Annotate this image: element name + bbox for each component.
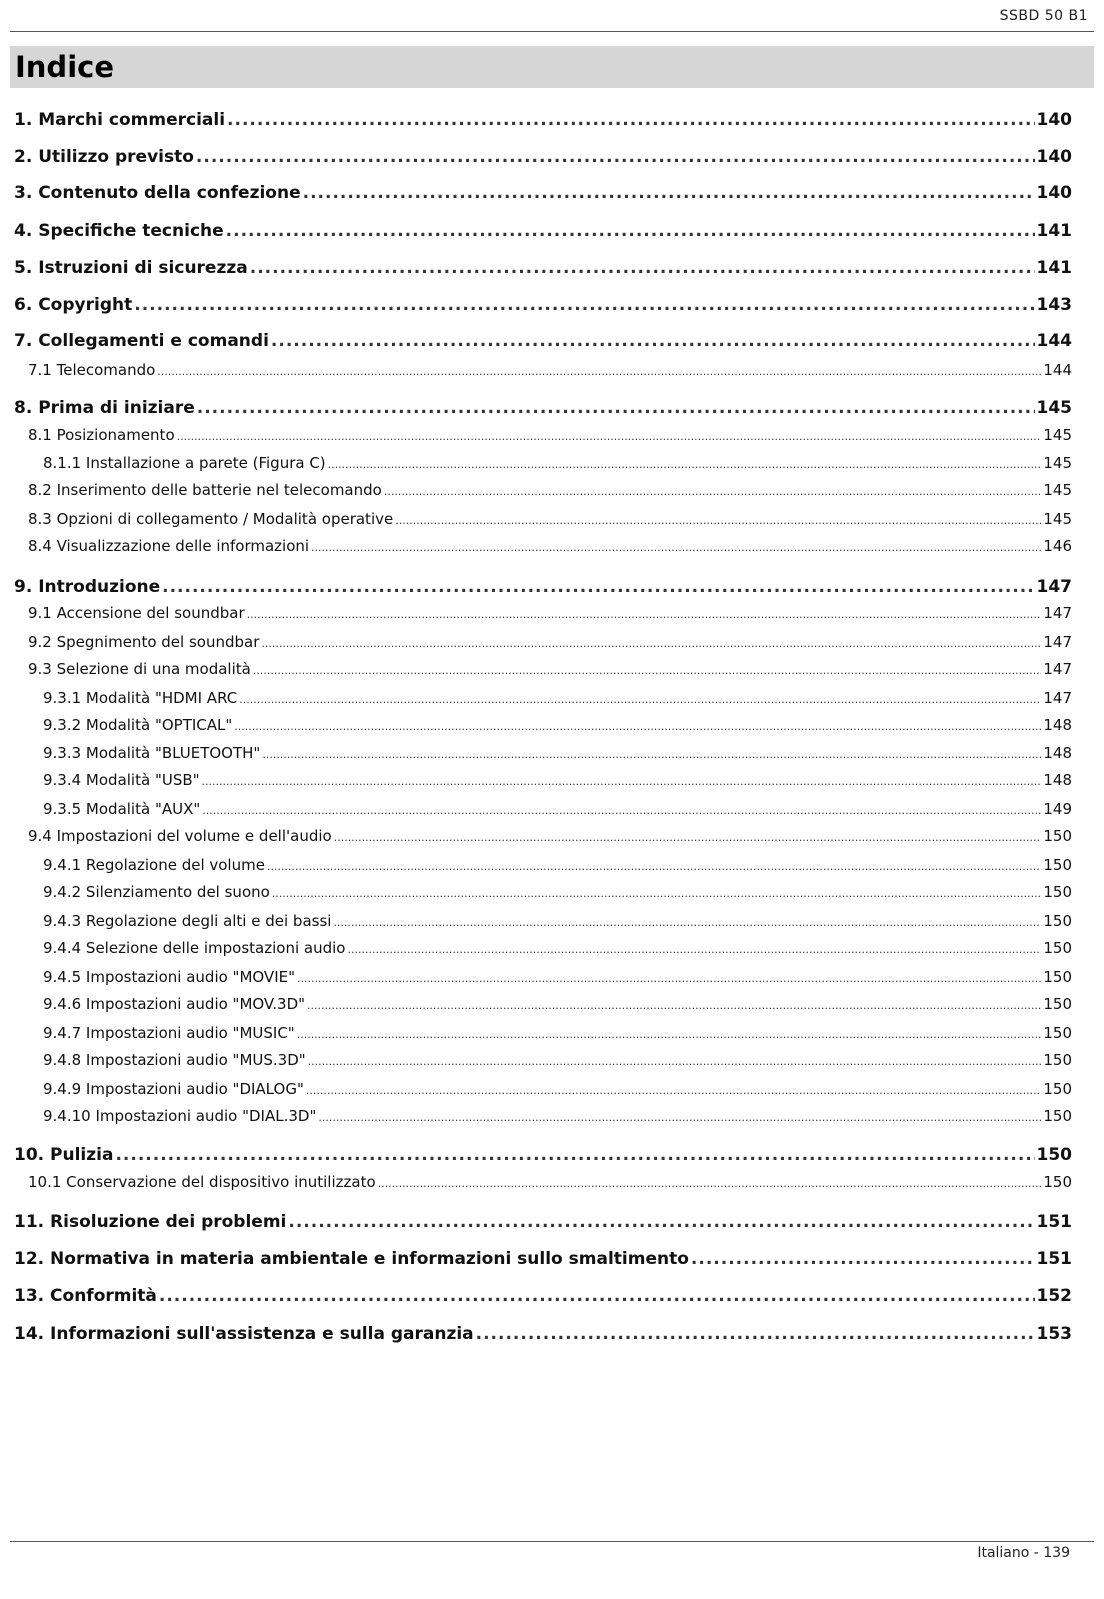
- toc-entry-label: 13. Conformità: [14, 1286, 157, 1306]
- toc-entry-page: 145: [1043, 426, 1072, 444]
- dot-leader: [157, 365, 1041, 378]
- toc-entry-page: 147: [1043, 633, 1072, 651]
- dot-leader: [247, 608, 1042, 621]
- toc-entry[interactable]: [14, 537, 1072, 555]
- toc-entry-label: 8.4 Visualizzazione delle informazioni: [28, 537, 310, 555]
- dot-leader: [395, 514, 1041, 527]
- toc-entry-page: 150: [1043, 827, 1072, 845]
- toc-entry-label: 9.3.2 Modalità "OPTICAL": [43, 716, 233, 734]
- toc-entry-label: 8.3 Opzioni di collegamento / Modalità operative: [28, 510, 394, 528]
- toc-entry[interactable]: [14, 995, 1072, 1013]
- dot-leader: [311, 541, 1041, 554]
- toc-entry[interactable]: [14, 744, 1072, 762]
- toc-entry-label: 2. Utilizzo previsto: [14, 147, 194, 167]
- toc-entry-page: 151: [1036, 1249, 1072, 1269]
- toc-entry-page: 150: [1036, 1145, 1072, 1165]
- toc-entry-label: 5. Istruzioni di sicurezza: [14, 258, 248, 278]
- dot-leader: [476, 1324, 1035, 1344]
- dot-leader: [250, 258, 1035, 278]
- dot-leader: [239, 693, 1041, 706]
- toc-entry-page: 150: [1043, 1107, 1072, 1125]
- dot-leader: [234, 720, 1041, 733]
- toc-entry[interactable]: [14, 800, 1072, 818]
- toc-entry[interactable]: [14, 481, 1072, 499]
- toc-entry[interactable]: [14, 827, 1072, 845]
- toc-entry-page: 147: [1036, 577, 1072, 597]
- toc-entry-page: 141: [1036, 221, 1072, 241]
- toc-entry-page: 150: [1043, 939, 1072, 957]
- toc-entry-page: 143: [1036, 295, 1072, 315]
- toc-entry-label: 3. Contenuto della confezione: [14, 183, 301, 203]
- toc-entry[interactable]: [14, 221, 1072, 241]
- toc-entry-label: 9.4.10 Impostazioni audio "DIAL.3D": [43, 1107, 317, 1125]
- title-bar: [10, 46, 1094, 88]
- toc-entry[interactable]: [14, 1324, 1072, 1344]
- dot-leader: [272, 887, 1042, 900]
- toc-entry-page: 140: [1036, 147, 1072, 167]
- toc-entry[interactable]: [14, 856, 1072, 874]
- dot-leader: [253, 664, 1042, 677]
- toc-entry-label: 9.4.3 Regolazione degli alti e dei bassi: [43, 912, 332, 930]
- toc-entry-page: 145: [1043, 510, 1072, 528]
- toc-entry-page: 150: [1043, 912, 1072, 930]
- toc-entry[interactable]: [14, 577, 1072, 597]
- dot-leader: [271, 331, 1035, 351]
- toc-entry-label: 9.4.9 Impostazioni audio "DIALOG": [43, 1080, 304, 1098]
- toc-entry-page: 146: [1043, 537, 1072, 555]
- toc-entry-page: 149: [1043, 800, 1072, 818]
- dot-leader: [162, 577, 1034, 597]
- toc-entry-page: 150: [1043, 883, 1072, 901]
- dot-leader: [262, 748, 1041, 761]
- toc-entry-page: 150: [1043, 1173, 1072, 1191]
- toc-entry[interactable]: [14, 1107, 1072, 1125]
- toc-entry[interactable]: [14, 295, 1072, 315]
- dot-leader: [226, 221, 1035, 241]
- dot-leader: [202, 775, 1042, 788]
- toc-entry-page: 140: [1036, 110, 1072, 130]
- dot-leader: [134, 295, 1034, 315]
- toc-entry[interactable]: [14, 510, 1072, 528]
- toc-entry-page: 151: [1036, 1212, 1072, 1232]
- toc-entry-label: 10. Pulizia: [14, 1145, 114, 1165]
- toc-entry-label: 8.2 Inserimento delle batterie nel telecomando: [28, 481, 382, 499]
- toc-entry[interactable]: [14, 912, 1072, 930]
- dot-leader: [378, 1177, 1042, 1190]
- toc-entry-page: 148: [1043, 716, 1072, 734]
- toc-entry-page: 145: [1043, 454, 1072, 472]
- toc-entry[interactable]: [14, 968, 1072, 986]
- toc-entry-label: 9.4.2 Silenziamento del suono: [43, 883, 270, 901]
- toc-entry[interactable]: [14, 110, 1072, 130]
- dot-leader: [307, 999, 1041, 1012]
- footer-page-label: Italiano - 139: [977, 1545, 1070, 1561]
- toc-entry-label: 9. Introduzione: [14, 577, 161, 597]
- dot-leader: [308, 1055, 1042, 1068]
- toc-entry-page: 150: [1043, 968, 1072, 986]
- toc-entry-page: 148: [1043, 744, 1072, 762]
- dot-leader: [202, 804, 1041, 817]
- dot-leader: [297, 972, 1041, 985]
- toc-entry-page: 148: [1043, 771, 1072, 789]
- toc-entry-page: 150: [1043, 1051, 1072, 1069]
- toc-entry-label: 9.4.8 Impostazioni audio "MUS.3D": [43, 1051, 306, 1069]
- toc-entry-label: 9.3.5 Modalità "AUX": [43, 800, 201, 818]
- toc-entry-label: 9.3 Selezione di una modalità: [28, 660, 251, 678]
- dot-leader: [303, 183, 1035, 203]
- toc-entry[interactable]: [14, 426, 1072, 444]
- toc-entry-page: 147: [1043, 689, 1072, 707]
- toc-entry[interactable]: [14, 1024, 1072, 1042]
- toc-entry-page: 150: [1043, 995, 1072, 1013]
- toc-entry-page: 141: [1036, 258, 1072, 278]
- toc-entry[interactable]: [14, 939, 1072, 957]
- toc-entry[interactable]: [14, 1173, 1072, 1191]
- dot-leader: [261, 637, 1041, 650]
- toc-entry[interactable]: [14, 398, 1072, 418]
- dot-leader: [328, 458, 1042, 471]
- dot-leader: [197, 398, 1035, 418]
- dot-leader: [297, 1028, 1042, 1041]
- toc-entry-page: 153: [1036, 1324, 1072, 1344]
- dot-leader: [196, 147, 1035, 167]
- dot-leader: [115, 1145, 1034, 1165]
- toc-entry[interactable]: [14, 771, 1072, 789]
- toc-entry-label: 4. Specifiche tecniche: [14, 221, 224, 241]
- toc-entry-label: 9.4.1 Regolazione del volume: [43, 856, 265, 874]
- dot-leader: [267, 860, 1041, 873]
- dot-leader: [306, 1084, 1042, 1097]
- header-model-code: SSBD 50 B1: [999, 8, 1088, 24]
- toc-entry-label: 9.4.6 Impostazioni audio "MOV.3D": [43, 995, 306, 1013]
- toc-entry-page: 152: [1036, 1286, 1072, 1306]
- toc-entry-label: 14. Informazioni sull'assistenza e sulla garanzia: [14, 1324, 474, 1344]
- toc-entry-page: 145: [1043, 481, 1072, 499]
- toc-entry-label: 9.1 Accensione del soundbar: [28, 604, 245, 622]
- toc-entry-label: 9.4.7 Impostazioni audio "MUSIC": [43, 1024, 295, 1042]
- toc-entry-label: 7.1 Telecomando: [28, 361, 156, 379]
- toc-entry-label: 8. Prima di iniziare: [14, 398, 195, 418]
- toc-entry-label: 9.4 Impostazioni del volume e dell'audio: [28, 827, 332, 845]
- toc-entry[interactable]: [14, 147, 1072, 167]
- toc-entry-page: 145: [1036, 398, 1072, 418]
- dot-leader: [318, 1111, 1041, 1124]
- toc-entry-label: 7. Collegamenti e comandi: [14, 331, 269, 351]
- toc-entry-label: 1. Marchi commerciali: [14, 110, 226, 130]
- toc-entry-label: 9.2 Spegnimento del soundbar: [28, 633, 260, 651]
- toc-entry[interactable]: [14, 883, 1072, 901]
- toc-entry-label: 9.4.4 Selezione delle impostazioni audio: [43, 939, 346, 957]
- dot-leader: [288, 1212, 1034, 1232]
- toc-entry-page: 147: [1043, 604, 1072, 622]
- toc-entry-page: 150: [1043, 1080, 1072, 1098]
- dot-leader: [334, 831, 1042, 844]
- toc-entry[interactable]: [14, 331, 1072, 351]
- toc-entry-label: 6. Copyright: [14, 295, 133, 315]
- toc-entry-label: 9.3.3 Modalità "BLUETOOTH": [43, 744, 261, 762]
- toc-entry-label: 11. Risoluzione dei problemi: [14, 1212, 287, 1232]
- toc-entry[interactable]: [14, 1286, 1072, 1306]
- toc-entry-page: 140: [1036, 183, 1072, 203]
- toc-entry-label: 9.3.4 Modalità "USB": [43, 771, 200, 789]
- toc-entry[interactable]: [14, 183, 1072, 203]
- toc-entry-label: 12. Normativa in materia ambientale e informazioni sullo smaltimento: [14, 1249, 689, 1269]
- dot-leader: [227, 110, 1034, 130]
- dot-leader: [159, 1286, 1035, 1306]
- toc-entry[interactable]: [14, 660, 1072, 678]
- dot-leader: [333, 916, 1041, 929]
- toc-entry-label: 10.1 Conservazione del dispositivo inutilizzato: [28, 1173, 376, 1191]
- toc-entry-page: 150: [1043, 856, 1072, 874]
- toc-entry[interactable]: [14, 633, 1072, 651]
- toc-entry[interactable]: [14, 1145, 1072, 1165]
- toc-entry[interactable]: [14, 1080, 1072, 1098]
- footer-divider: [10, 1541, 1094, 1542]
- toc-entry[interactable]: [14, 1051, 1072, 1069]
- toc-entry[interactable]: [14, 258, 1072, 278]
- dot-leader: [177, 430, 1042, 443]
- toc-entry[interactable]: [14, 361, 1072, 379]
- toc-entry[interactable]: [14, 1249, 1072, 1269]
- header-divider: [10, 31, 1094, 32]
- toc-entry[interactable]: [14, 1212, 1072, 1232]
- toc-entry-page: 144: [1036, 331, 1072, 351]
- toc-entry-page: 144: [1043, 361, 1072, 379]
- toc-entry[interactable]: [14, 604, 1072, 622]
- dot-leader: [691, 1249, 1035, 1269]
- toc-entry[interactable]: [14, 716, 1072, 734]
- toc-entry-label: 9.3.1 Modalità "HDMI ARC: [43, 689, 238, 707]
- toc-entry-page: 150: [1043, 1024, 1072, 1042]
- toc-entry-label: 8.1 Posizionamento: [28, 426, 175, 444]
- toc-entry-label: 9.4.5 Impostazioni audio "MOVIE": [43, 968, 295, 986]
- toc-entry[interactable]: [14, 689, 1072, 707]
- page-title: Indice: [15, 50, 114, 84]
- toc-entry-page: 147: [1043, 660, 1072, 678]
- dot-leader: [347, 943, 1041, 956]
- toc-entry[interactable]: [14, 454, 1072, 472]
- dot-leader: [384, 485, 1042, 498]
- toc-entry-label: 8.1.1 Installazione a parete (Figura C): [43, 454, 326, 472]
